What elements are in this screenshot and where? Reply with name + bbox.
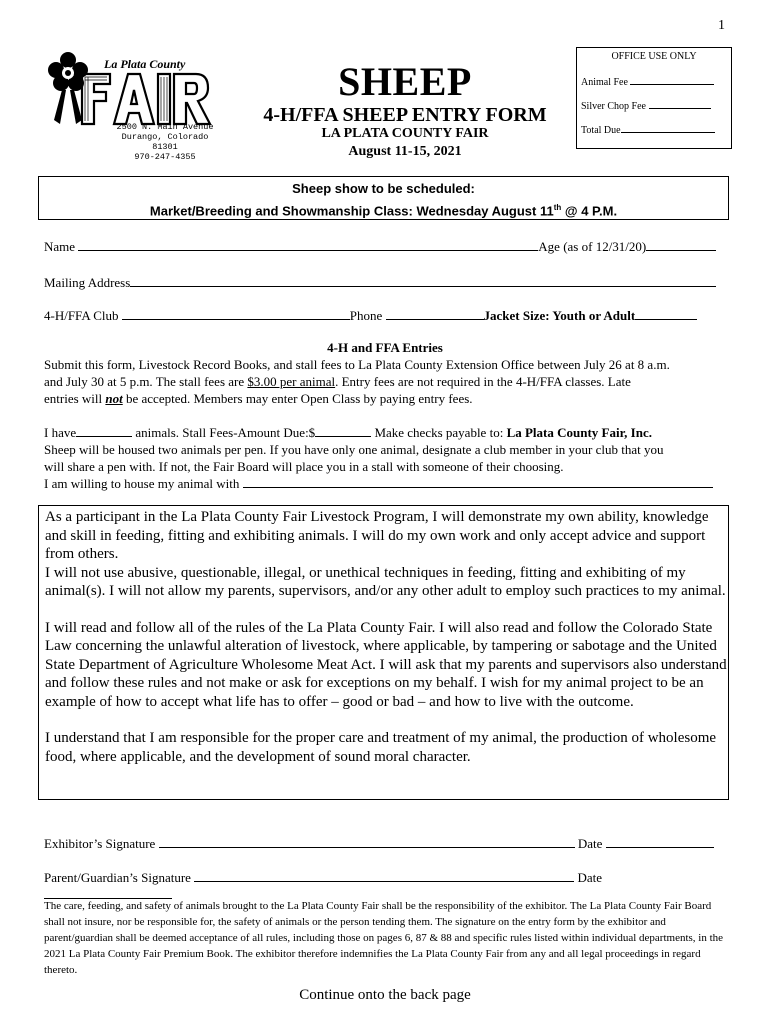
name-age-row [44,238,728,255]
name-input[interactable] [78,238,538,251]
pledge-paragraph-1: As a participant in the La Plata County Fair Livestock Program, I will demonstrate my own ability, knowledge and skill in feeding, fitting and exhibiting animals. I will do my own work and only accept advice and support from others. [45,509,709,562]
age-input[interactable] [646,238,716,251]
schedule-line-1: Sheep show to be scheduled: [292,181,475,196]
form-subtitle: 4-H/FFA SHEEP ENTRY FORM [263,104,547,126]
jacket-size-label: Jacket Size: Youth or Adult [483,308,636,323]
total-due-field[interactable] [581,123,715,136]
logo-phone: 970-247-4355 [134,152,196,162]
page-title: SHEEP [338,59,472,104]
schedule-line-2: Market/Breeding and Showmanship Class: Wednesday August 11th @ 4 P.M. [149,203,618,219]
mailing-address-input[interactable] [130,274,716,287]
name-label: Name [44,239,76,254]
silver-chop-fee-field[interactable] [581,99,711,112]
office-use-heading: OFFICE USE ONLY [611,51,697,62]
mailing-address-row [44,274,728,291]
payable-to: La Plata County Fair, Inc. [506,425,652,440]
silver-chop-fee-label: Silver Chop Fee [581,101,646,112]
mailing-address-label: Mailing Address [44,275,131,290]
animals-count-line: I have animals. Stall Fees-Amount Due:$ Make checks payable to: La Plata County Fair, Inc. [44,425,652,440]
stall-fee-amount: $3.00 per animal [247,374,336,389]
entries-heading: 4-H and FFA Entries [327,340,443,355]
logo-address [110,122,220,162]
animals-paragraph [44,424,734,492]
address-line-2: Durango, Colorado 81301 [121,132,209,152]
exhibitor-date-input[interactable] [606,835,714,848]
exhibitor-signature-row [44,835,728,852]
animal-fee-label: Animal Fee [581,77,628,88]
entries-paragraph [44,356,734,407]
office-use-box [576,47,732,149]
fair-name: LA PLATA COUNTY FAIR [321,126,489,141]
housing-line-1: Sheep will be housed two animals per pen. If you have only one animal, designate a club member in your club that you [44,442,664,457]
exhibitor-signature-label: Exhibitor’s Signature [44,836,156,851]
pledge-paragraph-4: I understand that I am responsible for the proper care and treatment of my animal, the production of wholesome food, where applicable, and the development of sound moral character. [45,730,717,765]
parent-signature-input[interactable] [194,869,574,882]
parent-signature-label: Parent/Guardian’s Signature [44,870,191,885]
housing-line-3: I am willing to house my animal with [44,475,734,492]
pledge-text [45,508,727,766]
club-label: 4-H/FFA Club [44,308,119,323]
address-line-1: 2500 N. Main Avenue [116,122,214,132]
phone-input[interactable] [386,307,484,320]
animal-count-input[interactable] [76,424,132,437]
club-phone-jacket-row [44,307,734,324]
pledge-paragraph-3: I will read and follow all of the rules of the La Plata County Fair. I will also read and follow the Colorado State Law concerning the unlawful alteration of livestock, where applicable, by tampering or sabotage and the United State Department of Agriculture Wholesome Meat Act. I will ask that my parents and supervisors also understand and follow these rules and not make or ask for exceptions on my behalf. I wish for my animal project to be an example of how to accept what life has to offer – good or bad – and how to live with the outcome. [45,619,727,710]
liability-disclaimer: The care, feeding, and safety of animals brought to the La Plata County Fair shall be the responsibility of the exhibitor. The La Plata County Fair Board shall not insure, nor be responsible for, the safety of animals or the person tending them. The signature on the entry form by the exhibitor and parent/guardian shall be deemed acceptance of all rules, including those on pages 6, 87 & 88 and specific rules listed within individual departments, in the 2021 La Plata County Fair Premium Book. The exhibitor therefore indemnifies the La Plata County Fair from any and all legal proceedings in regard thereto. [44,900,724,976]
parent-date-label: Date [577,870,602,885]
fair-dates: August 11-15, 2021 [348,144,462,159]
entries-line-2: and July 30 at 5 p.m. The stall fees are $3.00 per animal. Entry fees are not required in the 4-H/FFA classes. Late [44,374,631,389]
entries-line-1: Submit this form, Livestock Record Books, and stall fees to La Plata County Extension Office between July 26 at 8 a.m. [44,357,670,372]
jacket-size-input[interactable] [635,307,697,320]
animal-fee-field[interactable] [581,75,714,88]
phone-label: Phone [349,308,383,323]
schedule-box [38,176,729,220]
amount-due-input[interactable] [315,424,371,437]
total-due-label: Total Due [581,125,621,136]
pen-mate-input[interactable] [243,475,713,488]
logo-name: La Plata County [104,57,186,71]
pledge-paragraph-2: I will not use abusive, questionable, illegal, or unethical techniques in feeding, fitting and exhibiting of my animal(s). I will not allow my parents, supervisors, and/or any other adult to employ such practices to my animal. [45,564,726,599]
page-number: 1 [718,18,725,33]
club-input[interactable] [122,307,350,320]
housing-line-2: will share a pen with. If not, the Fair Board will place you in a stall with someone of their choosing. [44,459,564,474]
exhibitor-signature-input[interactable] [159,835,575,848]
exhibitor-date-label: Date [577,836,603,851]
entries-line-3: entries will not be accepted. Members may enter Open Class by paying entry fees. [44,391,473,406]
age-label: Age (as of 12/31/20) [538,239,647,254]
continue-note: Continue onto the back page [299,987,471,1003]
